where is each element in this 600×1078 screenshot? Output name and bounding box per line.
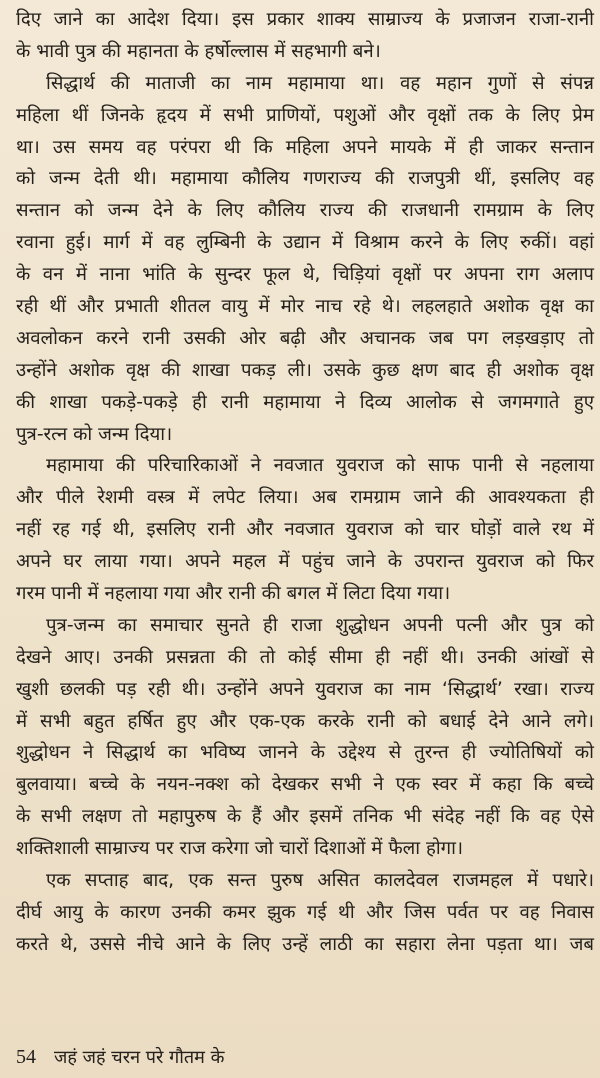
text-line: खुशी छलकी पड़ रही थी। उन्होंने अपने युवराज का नाम ‘सिद्धार्थ’ रखा। राज्य — [16, 678, 594, 700]
text-line: के भावी पुत्र की महानता के हर्षोल्लास में सहभागी बने। — [16, 40, 381, 62]
paragraph-5 — [16, 865, 594, 961]
text-line: उन्होंने अशोक वृक्ष की शाखा पकड़ ली। उसके कुछ क्षण बाद ही अशोक वृक्ष — [16, 359, 594, 381]
text-line: सिद्धार्थ की माताजी का नाम महामाया था। वह महान गुणों से संपन्न — [46, 72, 594, 94]
running-title: जहं जहं चरन परे गौतम के — [54, 1047, 225, 1068]
text-line: करते थे, उससे नीचे आने के लिए उन्हें लाठी का सहारा लेना पड़ता था। जब — [16, 933, 594, 955]
text-line: को जन्म देती थी। महामाया कौलिय गणराज्य की राजपुत्री थीं, इसलिए वह — [16, 168, 594, 190]
text-line: एक सप्ताह बाद, एक सन्त पुरुष असित कालदेवल राजमहल में पधारे। — [46, 870, 594, 892]
text-line: अवलोकन करने रानी उसकी ओर बढ़ी और अचानक जब पग लड़खड़ाए तो — [16, 327, 594, 349]
text-line: देखने आए। उनकी प्रसन्नता की तो कोई सीमा ही नहीं थी। उनकी आंखों से — [16, 646, 594, 668]
text-line: महामाया की परिचारिकाओं ने नवजात युवराज को साफ पानी से नहलाया — [46, 455, 594, 477]
text-line: दीर्घ आयु के कारण उनकी कमर झुक गई थी और जिस पर्वत पर वह निवास — [16, 901, 594, 923]
text-line: रही थीं और प्रभाती शीतल वायु में मोर नाच रहे थे। लहलहाते अशोक वृक्ष का — [16, 296, 594, 318]
text-line: रवाना हुई। मार्ग में वह लुम्बिनी के उद्यान में विश्राम करने के लिए रुकीं। वहां — [16, 232, 594, 254]
text-line: और पीले रेशमी वस्त्र में लपेट लिया। अब रामग्राम जाने की आवश्यकता ही — [16, 487, 594, 509]
text-line: बुलवाया। बच्चे के नयन-नक्श को देखकर सभी ने एक स्वर में कहा कि बच्चे — [16, 774, 594, 796]
text-line: दिए जाने का आदेश दिया। इस प्रकार शाक्य साम्राज्य के प्रजाजन राजा-रानी — [16, 9, 594, 30]
body-text — [16, 4, 594, 961]
text-line: में सभी बहुत हर्षित हुए और एक-एक करके रानी को बधाई देने आने लगे। — [16, 710, 594, 732]
text-line: शुद्धोधन ने सिद्धार्थ का भविष्य जानने के उद्देश्य से तुरन्त ही ज्योतिषियों को — [16, 742, 594, 764]
paragraph-4 — [16, 610, 594, 865]
text-line: के सभी लक्षण तो महापुरुष के हैं और इसमें तनिक भी संदेह नहीं कि वह ऐसे — [16, 806, 594, 828]
paragraph-2 — [16, 68, 594, 451]
text-line: शक्तिशाली साम्राज्य पर राज करेगा जो चारों दिशाओं में फैला होगा। — [16, 838, 464, 860]
text-line: अपने घर लाया गया। अपने महल में पहुंच जाने के उपरान्त युवराज को फिर — [16, 551, 594, 573]
text-line: नहीं रह गई थी, इसलिए रानी और नवजात युवराज को चार घोड़ों वाले रथ में — [16, 519, 594, 541]
page-number: 54 — [16, 1046, 36, 1068]
text-line: सन्तान को जन्म देने के लिए कौलिय राज्य की राजधानी रामग्राम के लिए — [16, 200, 594, 222]
text-line: पुत्र-जन्म का समाचार सुनते ही राजा शुद्धोधन अपनी पत्नी और पुत्र को — [46, 614, 594, 636]
page-footer — [16, 1042, 224, 1072]
text-line: की शाखा पकड़े-पकड़े ही रानी महामाया ने दिव्य आलोक से जगमगाते हुए — [16, 391, 594, 413]
text-line: महिला थीं जिनके हृदय में सभी प्राणियों, पशुओं और वृक्षों तक के लिए प्रेम — [16, 104, 594, 126]
paragraph-3 — [16, 450, 594, 609]
text-line: पुत्र-रत्न को जन्म दिया। — [16, 423, 173, 445]
paragraph-1 — [16, 4, 594, 68]
text-line: के वन में नाना भांति के सुन्दर फूल थे, चिड़ियां वृक्षों पर अपना राग अलाप — [16, 264, 594, 286]
text-line: गरम पानी में नहलाया गया और रानी की बगल में लिटा दिया गया। — [16, 583, 451, 605]
text-line: था। उस समय वह परंपरा थी कि महिला अपने मायके में ही जाकर सन्तान — [16, 136, 594, 158]
